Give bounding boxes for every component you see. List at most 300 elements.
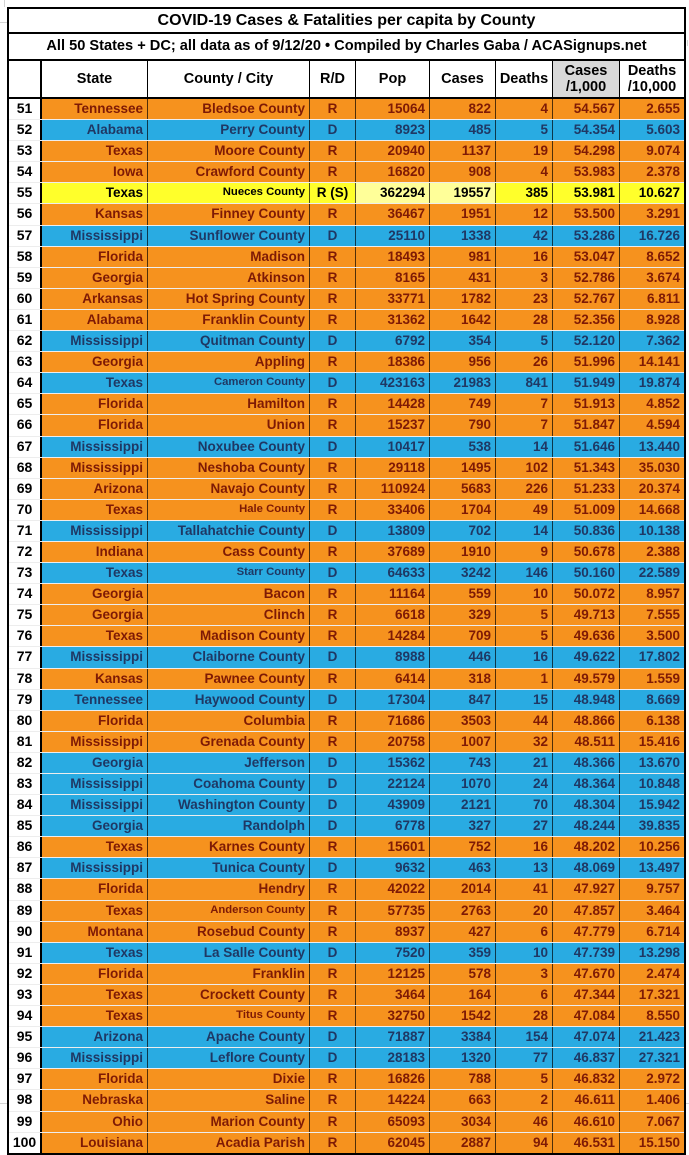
- cell-party[interactable]: R: [309, 204, 355, 224]
- cell-cases[interactable]: 431: [429, 268, 495, 288]
- cell-deaths-per-10000[interactable]: 8.550: [619, 1006, 684, 1026]
- cell-deaths[interactable]: 77: [495, 1048, 552, 1068]
- cell-county[interactable]: Anderson County: [147, 901, 309, 921]
- cell-deaths-per-10000[interactable]: 8.928: [619, 310, 684, 330]
- cell-deaths[interactable]: 70: [495, 795, 552, 815]
- cell-county[interactable]: Bledsoe County: [147, 99, 309, 119]
- cell-rank[interactable]: 52: [9, 120, 40, 140]
- cell-county[interactable]: Karnes County: [147, 837, 309, 857]
- cell-deaths-per-10000[interactable]: 13.670: [619, 753, 684, 773]
- cell-party[interactable]: D: [309, 858, 355, 878]
- cell-cases[interactable]: 354: [429, 331, 495, 351]
- cell-rank[interactable]: 70: [9, 500, 40, 520]
- cell-deaths[interactable]: 5: [495, 626, 552, 646]
- cell-rank[interactable]: 79: [9, 690, 40, 710]
- cell-state[interactable]: Texas: [40, 837, 147, 857]
- cell-county[interactable]: Hot Spring County: [147, 289, 309, 309]
- cell-county[interactable]: Nueces County: [147, 183, 309, 203]
- cell-rank[interactable]: 71: [9, 521, 40, 541]
- cell-cases[interactable]: 1704: [429, 500, 495, 520]
- cell-rank[interactable]: 91: [9, 943, 40, 963]
- cell-deaths[interactable]: 5: [495, 605, 552, 625]
- cell-state[interactable]: Texas: [40, 985, 147, 1005]
- cell-state[interactable]: Texas: [40, 563, 147, 583]
- cell-rank[interactable]: 65: [9, 394, 40, 414]
- cell-county[interactable]: Hale County: [147, 500, 309, 520]
- cell-cases-per-1000[interactable]: 46.611: [552, 1090, 619, 1110]
- cell-cases-per-1000[interactable]: 48.866: [552, 711, 619, 731]
- cell-party[interactable]: D: [309, 690, 355, 710]
- cell-population[interactable]: 18493: [355, 247, 429, 267]
- cell-cases-per-1000[interactable]: 48.069: [552, 858, 619, 878]
- cell-deaths[interactable]: 385: [495, 183, 552, 203]
- cell-cases-per-1000[interactable]: 47.927: [552, 879, 619, 899]
- cell-state[interactable]: Florida: [40, 247, 147, 267]
- cell-population[interactable]: 20758: [355, 732, 429, 752]
- cell-state[interactable]: Texas: [40, 901, 147, 921]
- cell-cases-per-1000[interactable]: 51.343: [552, 458, 619, 478]
- cell-cases[interactable]: 1320: [429, 1048, 495, 1068]
- cell-state[interactable]: Georgia: [40, 268, 147, 288]
- cell-rank[interactable]: 83: [9, 774, 40, 794]
- cell-cases[interactable]: 702: [429, 521, 495, 541]
- cell-state[interactable]: Georgia: [40, 584, 147, 604]
- cell-cases-per-1000[interactable]: 46.832: [552, 1069, 619, 1089]
- cell-population[interactable]: 18386: [355, 352, 429, 372]
- cell-rank[interactable]: 97: [9, 1069, 40, 1089]
- cell-rank[interactable]: 85: [9, 816, 40, 836]
- cell-cases-per-1000[interactable]: 50.836: [552, 521, 619, 541]
- cell-state[interactable]: Kansas: [40, 669, 147, 689]
- cell-state[interactable]: Nebraska: [40, 1090, 147, 1110]
- cell-deaths[interactable]: 3: [495, 268, 552, 288]
- cell-cases[interactable]: 2121: [429, 795, 495, 815]
- cell-county[interactable]: Clinch: [147, 605, 309, 625]
- cell-deaths-per-10000[interactable]: 4.594: [619, 415, 684, 435]
- cell-party[interactable]: D: [309, 437, 355, 457]
- cell-cases-per-1000[interactable]: 47.344: [552, 985, 619, 1005]
- cell-cases-per-1000[interactable]: 51.009: [552, 500, 619, 520]
- cell-party[interactable]: R: [309, 922, 355, 942]
- cell-cases[interactable]: 327: [429, 816, 495, 836]
- cell-state[interactable]: Florida: [40, 394, 147, 414]
- cell-county[interactable]: Union: [147, 415, 309, 435]
- cell-party[interactable]: R: [309, 352, 355, 372]
- cell-cases-per-1000[interactable]: 51.847: [552, 415, 619, 435]
- cell-cases[interactable]: 1951: [429, 204, 495, 224]
- cell-county[interactable]: Neshoba County: [147, 458, 309, 478]
- cell-deaths-per-10000[interactable]: 19.874: [619, 373, 684, 393]
- cell-deaths[interactable]: 14: [495, 521, 552, 541]
- cell-state[interactable]: Texas: [40, 183, 147, 203]
- cell-cases[interactable]: 1910: [429, 542, 495, 562]
- cell-deaths[interactable]: 4: [495, 162, 552, 182]
- cell-population[interactable]: 6618: [355, 605, 429, 625]
- cell-county[interactable]: Dixie: [147, 1069, 309, 1089]
- cell-cases[interactable]: 427: [429, 922, 495, 942]
- cell-county[interactable]: Leflore County: [147, 1048, 309, 1068]
- cell-population[interactable]: 15237: [355, 415, 429, 435]
- cell-state[interactable]: Florida: [40, 415, 147, 435]
- cell-state[interactable]: Mississippi: [40, 521, 147, 541]
- cell-state[interactable]: Arizona: [40, 1027, 147, 1047]
- cell-deaths[interactable]: 16: [495, 837, 552, 857]
- cell-state[interactable]: Alabama: [40, 310, 147, 330]
- cell-population[interactable]: 15064: [355, 99, 429, 119]
- cell-rank[interactable]: 75: [9, 605, 40, 625]
- cell-deaths-per-10000[interactable]: 13.298: [619, 943, 684, 963]
- cell-county[interactable]: Hamilton: [147, 394, 309, 414]
- cell-party[interactable]: R: [309, 141, 355, 161]
- cell-cases-per-1000[interactable]: 46.837: [552, 1048, 619, 1068]
- cell-deaths-per-10000[interactable]: 20.374: [619, 479, 684, 499]
- cell-deaths[interactable]: 10: [495, 943, 552, 963]
- cell-rank[interactable]: 61: [9, 310, 40, 330]
- cell-deaths-per-10000[interactable]: 15.416: [619, 732, 684, 752]
- cell-deaths-per-10000[interactable]: 2.972: [619, 1069, 684, 1089]
- cell-county[interactable]: La Salle County: [147, 943, 309, 963]
- cell-cases-per-1000[interactable]: 47.074: [552, 1027, 619, 1047]
- cell-party[interactable]: D: [309, 1027, 355, 1047]
- cell-population[interactable]: 423163: [355, 373, 429, 393]
- cell-cases[interactable]: 663: [429, 1090, 495, 1110]
- cell-cases[interactable]: 1007: [429, 732, 495, 752]
- cell-rank[interactable]: 53: [9, 141, 40, 161]
- cell-cases[interactable]: 3034: [429, 1112, 495, 1132]
- cell-party[interactable]: D: [309, 795, 355, 815]
- cell-party[interactable]: D: [309, 647, 355, 667]
- cell-population[interactable]: 6792: [355, 331, 429, 351]
- cell-state[interactable]: Mississippi: [40, 1048, 147, 1068]
- cell-rank[interactable]: 84: [9, 795, 40, 815]
- cell-party[interactable]: D: [309, 774, 355, 794]
- cell-cases[interactable]: 3242: [429, 563, 495, 583]
- cell-cases-per-1000[interactable]: 48.364: [552, 774, 619, 794]
- cell-rank[interactable]: 96: [9, 1048, 40, 1068]
- cell-cases[interactable]: 538: [429, 437, 495, 457]
- cell-cases[interactable]: 578: [429, 964, 495, 984]
- cell-cases[interactable]: 749: [429, 394, 495, 414]
- cell-population[interactable]: 33771: [355, 289, 429, 309]
- cell-rank[interactable]: 98: [9, 1090, 40, 1110]
- cell-state[interactable]: Iowa: [40, 162, 147, 182]
- cell-county[interactable]: Sunflower County: [147, 226, 309, 246]
- cell-party[interactable]: R: [309, 542, 355, 562]
- cell-deaths[interactable]: 9: [495, 542, 552, 562]
- cell-county[interactable]: Marion County: [147, 1112, 309, 1132]
- cell-deaths-per-10000[interactable]: 9.074: [619, 141, 684, 161]
- cell-deaths[interactable]: 23: [495, 289, 552, 309]
- column-header-cases[interactable]: [429, 61, 495, 97]
- cell-state[interactable]: Texas: [40, 373, 147, 393]
- cell-deaths-per-10000[interactable]: 13.497: [619, 858, 684, 878]
- cell-deaths-per-10000[interactable]: 17.802: [619, 647, 684, 667]
- cell-population[interactable]: 6414: [355, 669, 429, 689]
- cell-deaths[interactable]: 46: [495, 1112, 552, 1132]
- cell-cases-per-1000[interactable]: 49.622: [552, 647, 619, 667]
- cell-party[interactable]: R: [309, 268, 355, 288]
- cell-state[interactable]: Ohio: [40, 1112, 147, 1132]
- cell-cases[interactable]: 446: [429, 647, 495, 667]
- cell-cases-per-1000[interactable]: 53.981: [552, 183, 619, 203]
- cell-rank[interactable]: 57: [9, 226, 40, 246]
- cell-party[interactable]: D: [309, 120, 355, 140]
- cell-county[interactable]: Madison County: [147, 626, 309, 646]
- cell-deaths-per-10000[interactable]: 14.668: [619, 500, 684, 520]
- cell-party[interactable]: R: [309, 310, 355, 330]
- cell-deaths-per-10000[interactable]: 3.464: [619, 901, 684, 921]
- cell-population[interactable]: 8165: [355, 268, 429, 288]
- cell-rank[interactable]: 87: [9, 858, 40, 878]
- cell-party[interactable]: R: [309, 901, 355, 921]
- cell-deaths[interactable]: 7: [495, 415, 552, 435]
- cell-rank[interactable]: 76: [9, 626, 40, 646]
- cell-rank[interactable]: 94: [9, 1006, 40, 1026]
- cell-cases-per-1000[interactable]: 50.160: [552, 563, 619, 583]
- cell-county[interactable]: Crockett County: [147, 985, 309, 1005]
- cell-cases-per-1000[interactable]: 52.767: [552, 289, 619, 309]
- cell-cases-per-1000[interactable]: 47.779: [552, 922, 619, 942]
- cell-party[interactable]: R: [309, 711, 355, 731]
- cell-county[interactable]: Cass County: [147, 542, 309, 562]
- cell-deaths-per-10000[interactable]: 14.141: [619, 352, 684, 372]
- cell-population[interactable]: 7520: [355, 943, 429, 963]
- cell-deaths[interactable]: 27: [495, 816, 552, 836]
- cell-rank[interactable]: 86: [9, 837, 40, 857]
- cell-cases[interactable]: 485: [429, 120, 495, 140]
- cell-rank[interactable]: 62: [9, 331, 40, 351]
- cell-deaths-per-10000[interactable]: 16.726: [619, 226, 684, 246]
- cell-deaths-per-10000[interactable]: 4.852: [619, 394, 684, 414]
- cell-deaths-per-10000[interactable]: 5.603: [619, 120, 684, 140]
- cell-cases-per-1000[interactable]: 52.120: [552, 331, 619, 351]
- cell-county[interactable]: Atkinson: [147, 268, 309, 288]
- cell-cases-per-1000[interactable]: 54.298: [552, 141, 619, 161]
- cell-party[interactable]: R: [309, 415, 355, 435]
- cell-cases-per-1000[interactable]: 51.233: [552, 479, 619, 499]
- cell-deaths[interactable]: 42: [495, 226, 552, 246]
- cell-cases-per-1000[interactable]: 51.949: [552, 373, 619, 393]
- cell-cases-per-1000[interactable]: 53.983: [552, 162, 619, 182]
- cell-rank[interactable]: 55: [9, 183, 40, 203]
- cell-deaths[interactable]: 7: [495, 394, 552, 414]
- cell-county[interactable]: Franklin: [147, 964, 309, 984]
- cell-rank[interactable]: 64: [9, 373, 40, 393]
- cell-county[interactable]: Appling: [147, 352, 309, 372]
- cell-cases[interactable]: 5683: [429, 479, 495, 499]
- cell-cases[interactable]: 956: [429, 352, 495, 372]
- cell-deaths-per-10000[interactable]: 7.067: [619, 1112, 684, 1132]
- cell-state[interactable]: Texas: [40, 626, 147, 646]
- cell-party[interactable]: R: [309, 162, 355, 182]
- cell-deaths-per-10000[interactable]: 10.848: [619, 774, 684, 794]
- cell-rank[interactable]: 51: [9, 99, 40, 119]
- cell-cases[interactable]: 559: [429, 584, 495, 604]
- cell-cases[interactable]: 908: [429, 162, 495, 182]
- cell-population[interactable]: 71686: [355, 711, 429, 731]
- cell-state[interactable]: Mississippi: [40, 437, 147, 457]
- cell-state[interactable]: Tennessee: [40, 690, 147, 710]
- cell-rank[interactable]: 59: [9, 268, 40, 288]
- cell-deaths[interactable]: 24: [495, 774, 552, 794]
- cell-deaths-per-10000[interactable]: 15.150: [619, 1133, 684, 1153]
- cell-state[interactable]: Texas: [40, 1006, 147, 1026]
- cell-deaths-per-10000[interactable]: 10.627: [619, 183, 684, 203]
- cell-rank[interactable]: 73: [9, 563, 40, 583]
- cell-population[interactable]: 29118: [355, 458, 429, 478]
- cell-county[interactable]: Noxubee County: [147, 437, 309, 457]
- cell-cases-per-1000[interactable]: 49.636: [552, 626, 619, 646]
- cell-cases-per-1000[interactable]: 48.948: [552, 690, 619, 710]
- cell-cases[interactable]: 19557: [429, 183, 495, 203]
- cell-rank[interactable]: 66: [9, 415, 40, 435]
- cell-deaths-per-10000[interactable]: 39.835: [619, 816, 684, 836]
- cell-deaths-per-10000[interactable]: 10.138: [619, 521, 684, 541]
- cell-population[interactable]: 62045: [355, 1133, 429, 1153]
- cell-deaths[interactable]: 16: [495, 247, 552, 267]
- cell-party[interactable]: R: [309, 1006, 355, 1026]
- cell-rank[interactable]: 90: [9, 922, 40, 942]
- cell-cases[interactable]: 2887: [429, 1133, 495, 1153]
- cell-party[interactable]: R: [309, 669, 355, 689]
- cell-state[interactable]: Mississippi: [40, 331, 147, 351]
- cell-party[interactable]: D: [309, 563, 355, 583]
- cell-deaths-per-10000[interactable]: 27.321: [619, 1048, 684, 1068]
- cell-rank[interactable]: 69: [9, 479, 40, 499]
- cell-cases-per-1000[interactable]: 53.500: [552, 204, 619, 224]
- cell-state[interactable]: Florida: [40, 879, 147, 899]
- cell-rank[interactable]: 81: [9, 732, 40, 752]
- cell-deaths-per-10000[interactable]: 2.655: [619, 99, 684, 119]
- cell-population[interactable]: 14224: [355, 1090, 429, 1110]
- cell-county[interactable]: Moore County: [147, 141, 309, 161]
- cell-state[interactable]: Mississippi: [40, 732, 147, 752]
- cell-deaths-per-10000[interactable]: 2.388: [619, 542, 684, 562]
- cell-deaths[interactable]: 20: [495, 901, 552, 921]
- cell-population[interactable]: 3464: [355, 985, 429, 1005]
- cell-population[interactable]: 110924: [355, 479, 429, 499]
- cell-party[interactable]: R: [309, 964, 355, 984]
- cell-state[interactable]: Florida: [40, 711, 147, 731]
- cell-state[interactable]: Tennessee: [40, 99, 147, 119]
- cell-deaths[interactable]: 226: [495, 479, 552, 499]
- cell-population[interactable]: 33406: [355, 500, 429, 520]
- cell-state[interactable]: Kansas: [40, 204, 147, 224]
- cell-party[interactable]: R: [309, 1133, 355, 1153]
- cell-cases-per-1000[interactable]: 50.072: [552, 584, 619, 604]
- cell-deaths-per-10000[interactable]: 13.440: [619, 437, 684, 457]
- column-header-pop[interactable]: [355, 61, 429, 97]
- cell-cases[interactable]: 788: [429, 1069, 495, 1089]
- cell-deaths[interactable]: 12: [495, 204, 552, 224]
- cell-cases[interactable]: 1542: [429, 1006, 495, 1026]
- cell-rank[interactable]: 54: [9, 162, 40, 182]
- cell-county[interactable]: Crawford County: [147, 162, 309, 182]
- cell-population[interactable]: 8988: [355, 647, 429, 667]
- cell-deaths-per-10000[interactable]: 3.291: [619, 204, 684, 224]
- cell-rank[interactable]: 63: [9, 352, 40, 372]
- cell-cases-per-1000[interactable]: 53.047: [552, 247, 619, 267]
- cell-population[interactable]: 17304: [355, 690, 429, 710]
- cell-population[interactable]: 14428: [355, 394, 429, 414]
- cell-county[interactable]: Claiborne County: [147, 647, 309, 667]
- cell-cases-per-1000[interactable]: 51.996: [552, 352, 619, 372]
- cell-deaths[interactable]: 5: [495, 120, 552, 140]
- cell-deaths-per-10000[interactable]: 8.652: [619, 247, 684, 267]
- cell-cases-per-1000[interactable]: 47.857: [552, 901, 619, 921]
- cell-rank[interactable]: 93: [9, 985, 40, 1005]
- cell-state[interactable]: Mississippi: [40, 458, 147, 478]
- cell-cases-per-1000[interactable]: 49.713: [552, 605, 619, 625]
- cell-deaths-per-10000[interactable]: 1.559: [619, 669, 684, 689]
- cell-deaths-per-10000[interactable]: 6.714: [619, 922, 684, 942]
- column-header-state[interactable]: [40, 61, 147, 97]
- cell-state[interactable]: Mississippi: [40, 647, 147, 667]
- cell-population[interactable]: 12125: [355, 964, 429, 984]
- cell-cases[interactable]: 359: [429, 943, 495, 963]
- cell-party[interactable]: R: [309, 605, 355, 625]
- cell-party[interactable]: D: [309, 331, 355, 351]
- cell-deaths[interactable]: 28: [495, 1006, 552, 1026]
- column-header-r-d[interactable]: [309, 61, 355, 97]
- cell-population[interactable]: 42022: [355, 879, 429, 899]
- cell-state[interactable]: Arkansas: [40, 289, 147, 309]
- cell-deaths[interactable]: 16: [495, 647, 552, 667]
- cell-party[interactable]: D: [309, 373, 355, 393]
- cell-deaths-per-10000[interactable]: 21.423: [619, 1027, 684, 1047]
- cell-cases-per-1000[interactable]: 48.202: [552, 837, 619, 857]
- cell-deaths[interactable]: 44: [495, 711, 552, 731]
- cell-party[interactable]: R: [309, 1069, 355, 1089]
- cell-cases[interactable]: 2014: [429, 879, 495, 899]
- cell-state[interactable]: Indiana: [40, 542, 147, 562]
- cell-deaths-per-10000[interactable]: 8.669: [619, 690, 684, 710]
- cell-county[interactable]: Washington County: [147, 795, 309, 815]
- cell-rank[interactable]: 82: [9, 753, 40, 773]
- cell-rank[interactable]: 72: [9, 542, 40, 562]
- cell-deaths[interactable]: 1: [495, 669, 552, 689]
- cell-state[interactable]: Texas: [40, 141, 147, 161]
- cell-deaths-per-10000[interactable]: 1.406: [619, 1090, 684, 1110]
- cell-county[interactable]: Jefferson: [147, 753, 309, 773]
- cell-state[interactable]: Montana: [40, 922, 147, 942]
- cell-county[interactable]: Rosebud County: [147, 922, 309, 942]
- cell-county[interactable]: Hendry: [147, 879, 309, 899]
- cell-county[interactable]: Randolph: [147, 816, 309, 836]
- cell-county[interactable]: Bacon: [147, 584, 309, 604]
- cell-party[interactable]: D: [309, 226, 355, 246]
- cell-deaths[interactable]: 102: [495, 458, 552, 478]
- cell-state[interactable]: Texas: [40, 943, 147, 963]
- column-header-deaths[interactable]: [619, 61, 684, 97]
- column-header-cases[interactable]: [552, 61, 619, 97]
- cell-deaths-per-10000[interactable]: 7.362: [619, 331, 684, 351]
- cell-cases[interactable]: 1642: [429, 310, 495, 330]
- cell-deaths[interactable]: 13: [495, 858, 552, 878]
- cell-cases[interactable]: 847: [429, 690, 495, 710]
- cell-population[interactable]: 6778: [355, 816, 429, 836]
- cell-deaths-per-10000[interactable]: 2.474: [619, 964, 684, 984]
- cell-deaths-per-10000[interactable]: 22.589: [619, 563, 684, 583]
- cell-cases-per-1000[interactable]: 51.913: [552, 394, 619, 414]
- cell-county[interactable]: Saline: [147, 1090, 309, 1110]
- cell-party[interactable]: D: [309, 816, 355, 836]
- cell-cases[interactable]: 752: [429, 837, 495, 857]
- cell-population[interactable]: 64633: [355, 563, 429, 583]
- cell-deaths[interactable]: 49: [495, 500, 552, 520]
- cell-rank[interactable]: 58: [9, 247, 40, 267]
- cell-party[interactable]: D: [309, 753, 355, 773]
